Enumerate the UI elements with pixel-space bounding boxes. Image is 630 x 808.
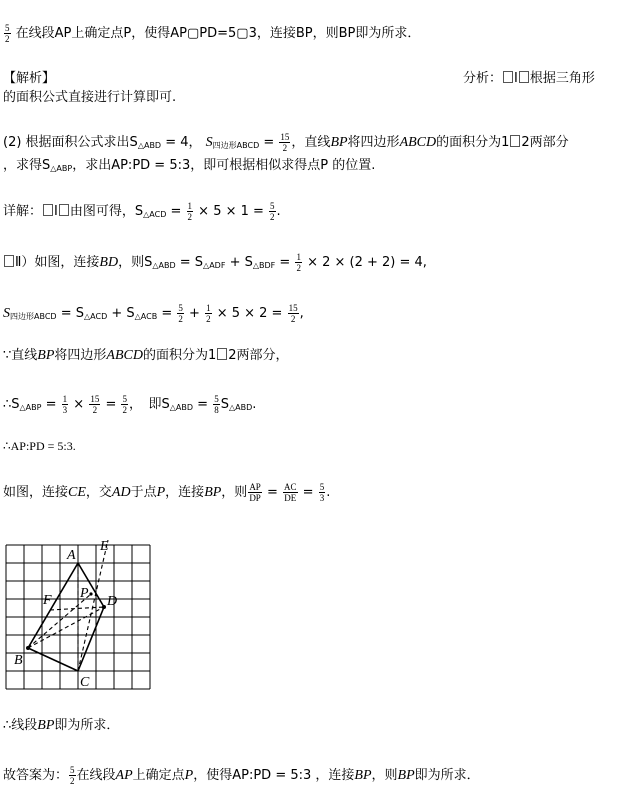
- area-line: $S_{四边形ABCD} = S_{\triangle ACD} + S_{\triangle ACB}$ = $\frac{5}{2}$ + $\frac{1}{2}$ × 5 × 2 = $\frac{15}{2}$ ,: [3, 303, 304, 324]
- label-c: C: [80, 675, 90, 690]
- method-line: (2) 根据面积公式求出$S_{\triangle ABD} = 4$， $S_{四边形ABCD}$ = $\frac{15}{2}$ ，直线BP将四边形ABCD的面积分为1 2两部分: [3, 132, 569, 153]
- label-a: A: [67, 548, 76, 563]
- jiexi-heading: 【解析】: [3, 71, 56, 86]
- geometry-figure: [0, 540, 160, 698]
- conclusion-line: ∴线段BP即为所求．: [3, 718, 120, 733]
- analysis-text: 分析： Ⅰ 根据三角形: [463, 71, 595, 86]
- fraction: $\frac{5}{2}$: [5, 23, 10, 44]
- analysis-line: 的面积公式直接进行计算即可.: [3, 90, 177, 105]
- label-f: F: [43, 593, 52, 608]
- label-b: B: [14, 653, 23, 668]
- answer-line: $\frac{5}{2}$ 在线段AP上确定点P，使得AP▢PD=5▢3，连接BP，则BP即为所求．: [5, 23, 421, 44]
- label-e: E: [100, 540, 109, 554]
- because-line: ∵直线BP将四边形ABCD的面积分为1 2两部分，: [3, 348, 289, 363]
- detail-line: 详解： Ⅰ 由图可得，$S_{\triangle ACD}$ = $\frac{1}{2}$ × 5 × 1 = $\frac{5}{2}$ .: [3, 201, 281, 222]
- step-2-line: Ⅱ）如图，连接BD，则$S_{\triangle ABD} = S_{\triangle ADF} + S_{\triangle BDF}$ = $\frac{1}{2}$ × 2 × (2 + 2) = 4,: [3, 252, 427, 275]
- therefore-line: $\therefore S_{\triangle ABP}$ = $\frac{1}{3}$ × $\frac{15}{2}$ = $\frac{5}{2}$ ， 即$S_{\triangle ABD}$ = $\frac{5}{8}$ $S_{\triangle ABD}$.: [3, 394, 257, 415]
- label-p: P: [80, 586, 89, 601]
- construction-line: 如图，连接CE，交AD于点P，连接BP，则 $\frac{AP}{DP}$ = $\frac{AC}{DE}$ = $\frac{5}{3}$ .: [3, 482, 331, 503]
- ratio-line: ∴AP:PD = 5:3.: [3, 439, 76, 453]
- method-line-2: ，求得$S_{\triangle ABP}$，求出AP:PD = 5:3，即可根据相似求得点P 的位置.: [3, 158, 376, 173]
- label-d: D: [107, 594, 118, 609]
- final-answer-line: 故答案为： $\frac{5}{2}$ 在线段AP上确定点P，使得AP:PD = 5:3 ，连接BP，则BP即为所求．: [3, 765, 480, 786]
